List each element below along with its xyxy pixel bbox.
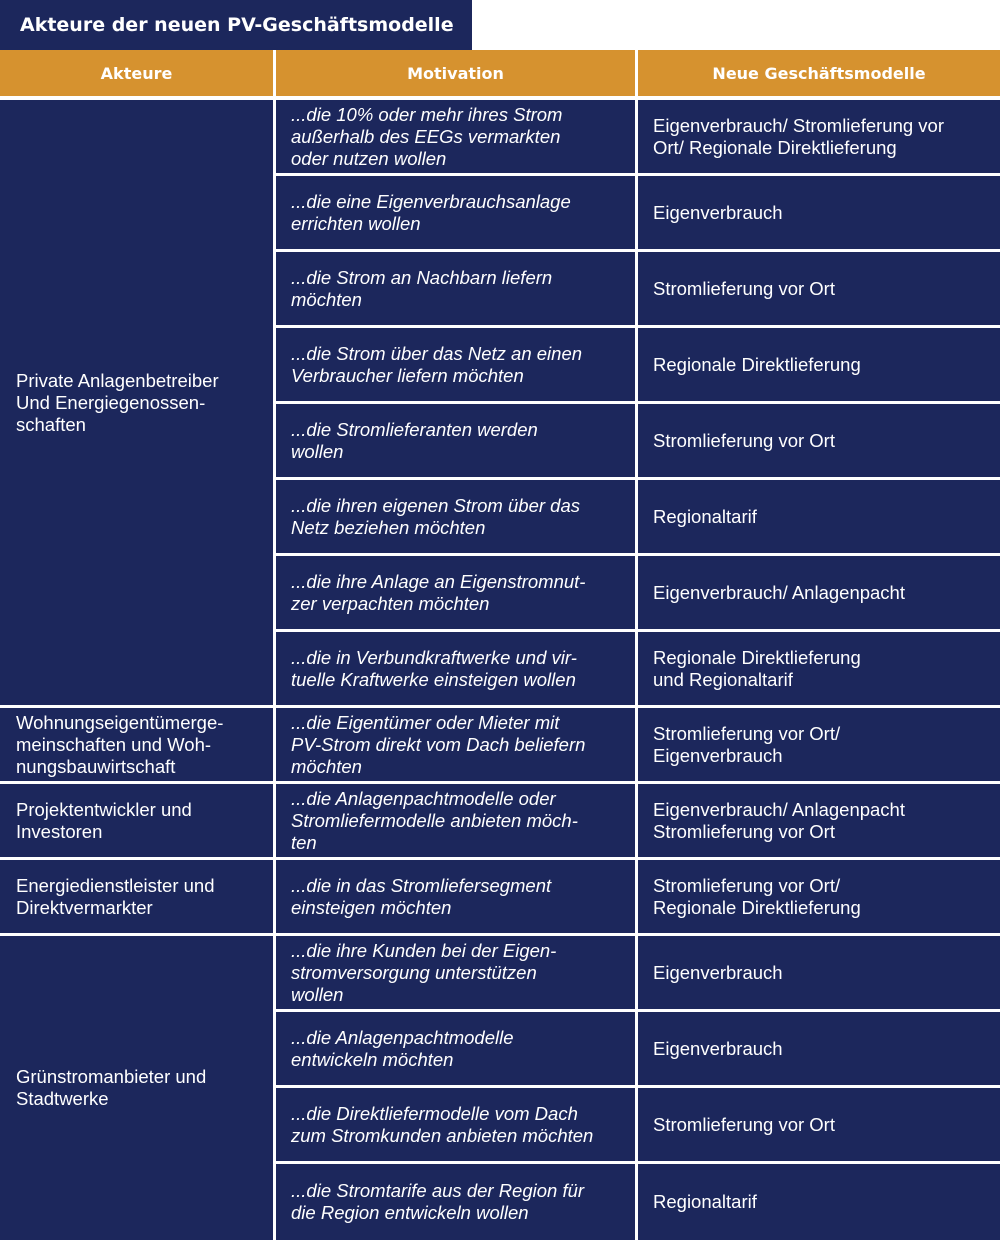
model-cell	[638, 252, 1000, 328]
actor-label: Energiedienstleister und Direktvermarkter	[16, 874, 215, 918]
motivation-text: ...die Strom an Nachbarn liefern möchten	[291, 266, 553, 310]
actor-cell-private-anlagenbetreiber	[0, 100, 276, 708]
motivation-cell	[276, 1088, 638, 1164]
model-text: Regionaltarif	[653, 505, 757, 527]
model-cell	[638, 328, 1000, 404]
motivation-text: ...die ihre Anlage an Eigenstromnut- zer verpachten möchten	[291, 570, 586, 614]
header-akteure: Akteure	[0, 50, 276, 100]
model-text: Eigenverbrauch/ Stromlieferung vor Ort/ Regionale Direktlieferung	[653, 114, 945, 158]
motivation-text: ...die eine Eigenverbrauchsanlage errichten wollen	[291, 190, 571, 234]
model-cell	[638, 480, 1000, 556]
motivation-text: ...die Stromtarife aus der Region für die Region entwickeln wollen	[291, 1180, 585, 1223]
motivation-cell	[276, 252, 638, 328]
motivation-text: ...die Anlagenpachtmodelle entwickeln möchten	[291, 1026, 514, 1070]
model-cell	[638, 936, 1000, 1012]
motivation-text: ...die Eigentümer oder Mieter mit PV-Strom direkt vom Dach beliefern möchten	[291, 711, 586, 777]
model-cell	[638, 632, 1000, 708]
model-cell	[638, 1012, 1000, 1088]
actor-cell-wohnungseigentuemer	[0, 708, 276, 784]
model-text: Regionaltarif	[653, 1191, 757, 1212]
motivation-cell	[276, 556, 638, 632]
model-cell	[638, 404, 1000, 480]
motivation-text: ...die ihre Kunden bei der Eigen- stromversorgung unterstützen wollen	[291, 939, 557, 1005]
motivation-cell	[276, 1012, 638, 1088]
motivation-text: ...die in das Stromliefersegment einsteigen möchten	[291, 874, 552, 918]
motivation-cell	[276, 480, 638, 556]
actor-label: Private Anlagenbetreiber Und Energiegenossen- schaften	[16, 369, 219, 435]
model-cell	[638, 176, 1000, 252]
model-text: Eigenverbrauch/ Anlagenpacht Stromlieferung vor Ort	[653, 798, 905, 842]
model-cell	[638, 556, 1000, 632]
model-text: Stromlieferung vor Ort	[653, 277, 835, 299]
motivation-cell	[276, 100, 638, 176]
model-text: Eigenverbrauch	[653, 961, 783, 983]
model-text: Stromlieferung vor Ort	[653, 1113, 835, 1135]
actor-label: Grünstromanbieter und Stadtwerke	[16, 1066, 207, 1109]
motivation-text: ...die Strom über das Netz an einen Verbraucher liefern möchten	[291, 342, 583, 386]
motivation-cell	[276, 708, 638, 784]
motivation-cell	[276, 176, 638, 252]
motivation-cell	[276, 860, 638, 936]
model-cell	[638, 860, 1000, 936]
actor-cell-energiedienstleister	[0, 860, 276, 936]
motivation-text: ...die ihren eigenen Strom über das Netz beziehen möchten	[291, 494, 580, 538]
motivation-text: ...die 10% oder mehr ihres Strom außerhalb des EEGs vermarkten oder nutzen wollen	[291, 103, 563, 169]
model-cell	[638, 100, 1000, 176]
model-text: Regionale Direktlieferung	[653, 353, 861, 375]
motivation-cell	[276, 404, 638, 480]
motivation-text: ...die Anlagenpachtmodelle oder Stromliefermodelle anbieten möch- ten	[291, 787, 578, 853]
model-text: Stromlieferung vor Ort/ Regionale Direktlieferung	[653, 874, 861, 918]
actor-cell-gruenstromanbieter	[0, 936, 276, 1240]
motivation-cell	[276, 784, 638, 860]
model-text: Eigenverbrauch	[653, 201, 783, 223]
header-motivation: Motivation	[276, 50, 638, 100]
model-text: Stromlieferung vor Ort	[653, 429, 835, 451]
motivation-text: ...die Direktliefermodelle vom Dach zum Stromkunden anbieten möchten	[291, 1102, 594, 1146]
model-cell	[638, 1088, 1000, 1164]
motivation-cell	[276, 328, 638, 404]
model-text: Regionale Direktlieferung und Regionaltarif	[653, 646, 861, 690]
motivation-text: ...die Stromlieferanten werden wollen	[291, 418, 538, 462]
actor-label: Projektentwickler und Investoren	[16, 798, 192, 842]
business-model-table	[0, 50, 1000, 1242]
actor-cell-projektentwickler	[0, 784, 276, 860]
motivation-text: ...die in Verbundkraftwerke und vir- tuelle Kraftwerke einsteigen wollen	[291, 646, 577, 690]
table-title: Akteure der neuen PV-Geschäftsmodelle	[0, 0, 472, 50]
model-cell	[638, 1164, 1000, 1240]
motivation-cell	[276, 1164, 638, 1240]
model-text: Eigenverbrauch	[653, 1037, 783, 1059]
motivation-cell	[276, 936, 638, 1012]
motivation-cell	[276, 632, 638, 708]
header-neue-geschaeftsmodelle: Neue Geschäftsmodelle	[638, 50, 1000, 100]
model-cell	[638, 784, 1000, 860]
actor-label: Wohnungseigentümerge- meinschaften und Woh- nungsbauwirtschaft	[16, 711, 224, 777]
model-cell	[638, 708, 1000, 784]
model-text: Stromlieferung vor Ort/ Eigenverbrauch	[653, 722, 841, 766]
model-text: Eigenverbrauch/ Anlagenpacht	[653, 581, 905, 603]
